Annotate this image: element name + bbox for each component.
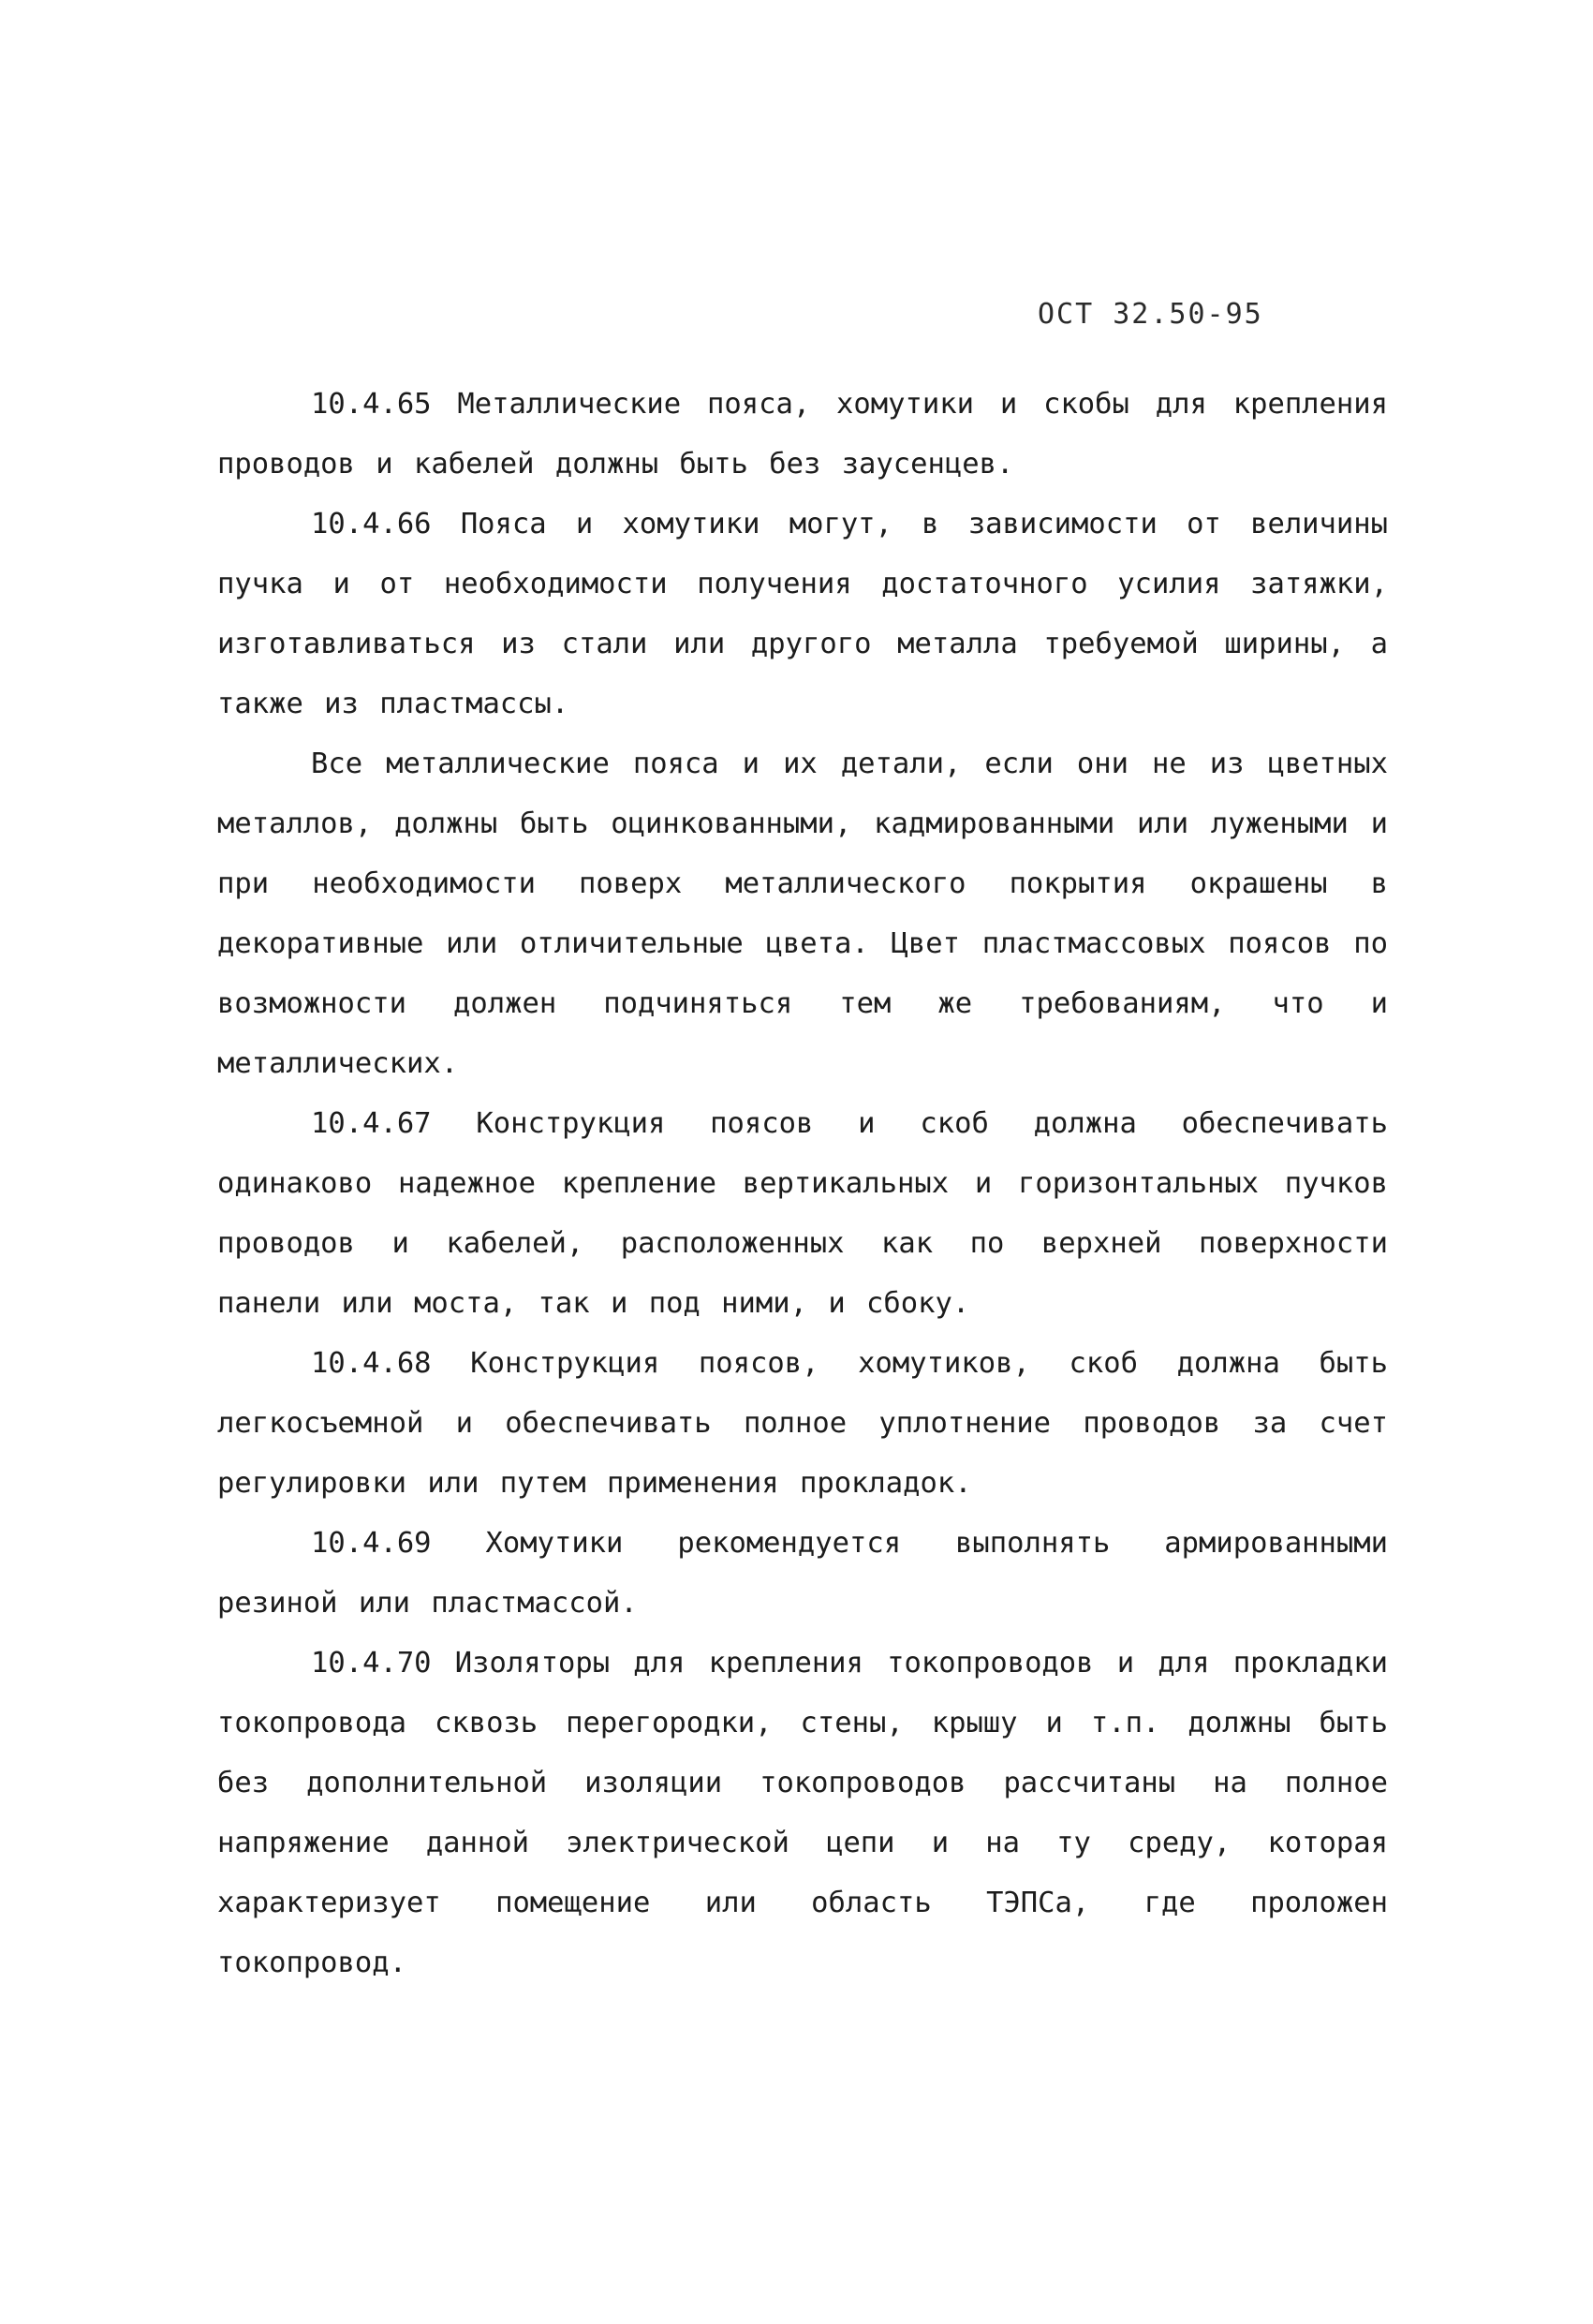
paragraph-10-4-70: 10.4.70 Изоляторы для крепления токопроводов и для прокладки токопровода сквозь перегородки, стены, крышу и т.п. должны быть без дополнительной изоляции токопроводов рассчитаны на полное напряжение данной электрической цепи и на ту среду, которая характеризует помещение или область ТЭПСа, где проложен токопровод.: [217, 1647, 1388, 1979]
document-code: ОСТ 32.50-95: [1038, 298, 1263, 331]
paragraph-10-4-66: 10.4.66 Пояса и хомутики могут, в зависимости от величины пучка и от необходимости получения достаточного усилия затяжки, изготавливаться из стали или другого металла требуемой ширины, а также из пластмассы.: [217, 508, 1388, 720]
paragraph-10-4-69: 10.4.69 Хомутики рекомендуется выполнять армированными резиной или пластмассой.: [217, 1527, 1388, 1620]
paragraph-metal-coating: Все металлические пояса и их детали, если они не из цветных металлов, должны быть оцинкованными, кадмированными или лужеными и при необходимости поверх металлического покрытия окрашены в декоративные или отличительные цвета. Цвет пластмассовых поясов по возможности должен подчиняться тем же требованиям, что и металлических.: [217, 748, 1388, 1080]
paragraph-10-4-67: 10.4.67 Конструкция поясов и скоб должна обеспечивать одинаково надежное крепление вертикальных и горизонтальных пучков проводов и кабелей, расположенных как по верхней поверхности панели или моста, так и под ними, и сбоку.: [217, 1107, 1388, 1320]
paragraph-10-4-68: 10.4.68 Конструкция поясов, хомутиков, скоб должна быть легкосъемной и обеспечивать полное уплотнение проводов за счет регулировки или путем применения прокладок.: [217, 1347, 1388, 1500]
document-body: [217, 375, 1388, 1993]
paragraph-10-4-65: 10.4.65 Металлические пояса, хомутики и скобы для крепления проводов и кабелей должны быть без заусенцев.: [217, 388, 1388, 481]
